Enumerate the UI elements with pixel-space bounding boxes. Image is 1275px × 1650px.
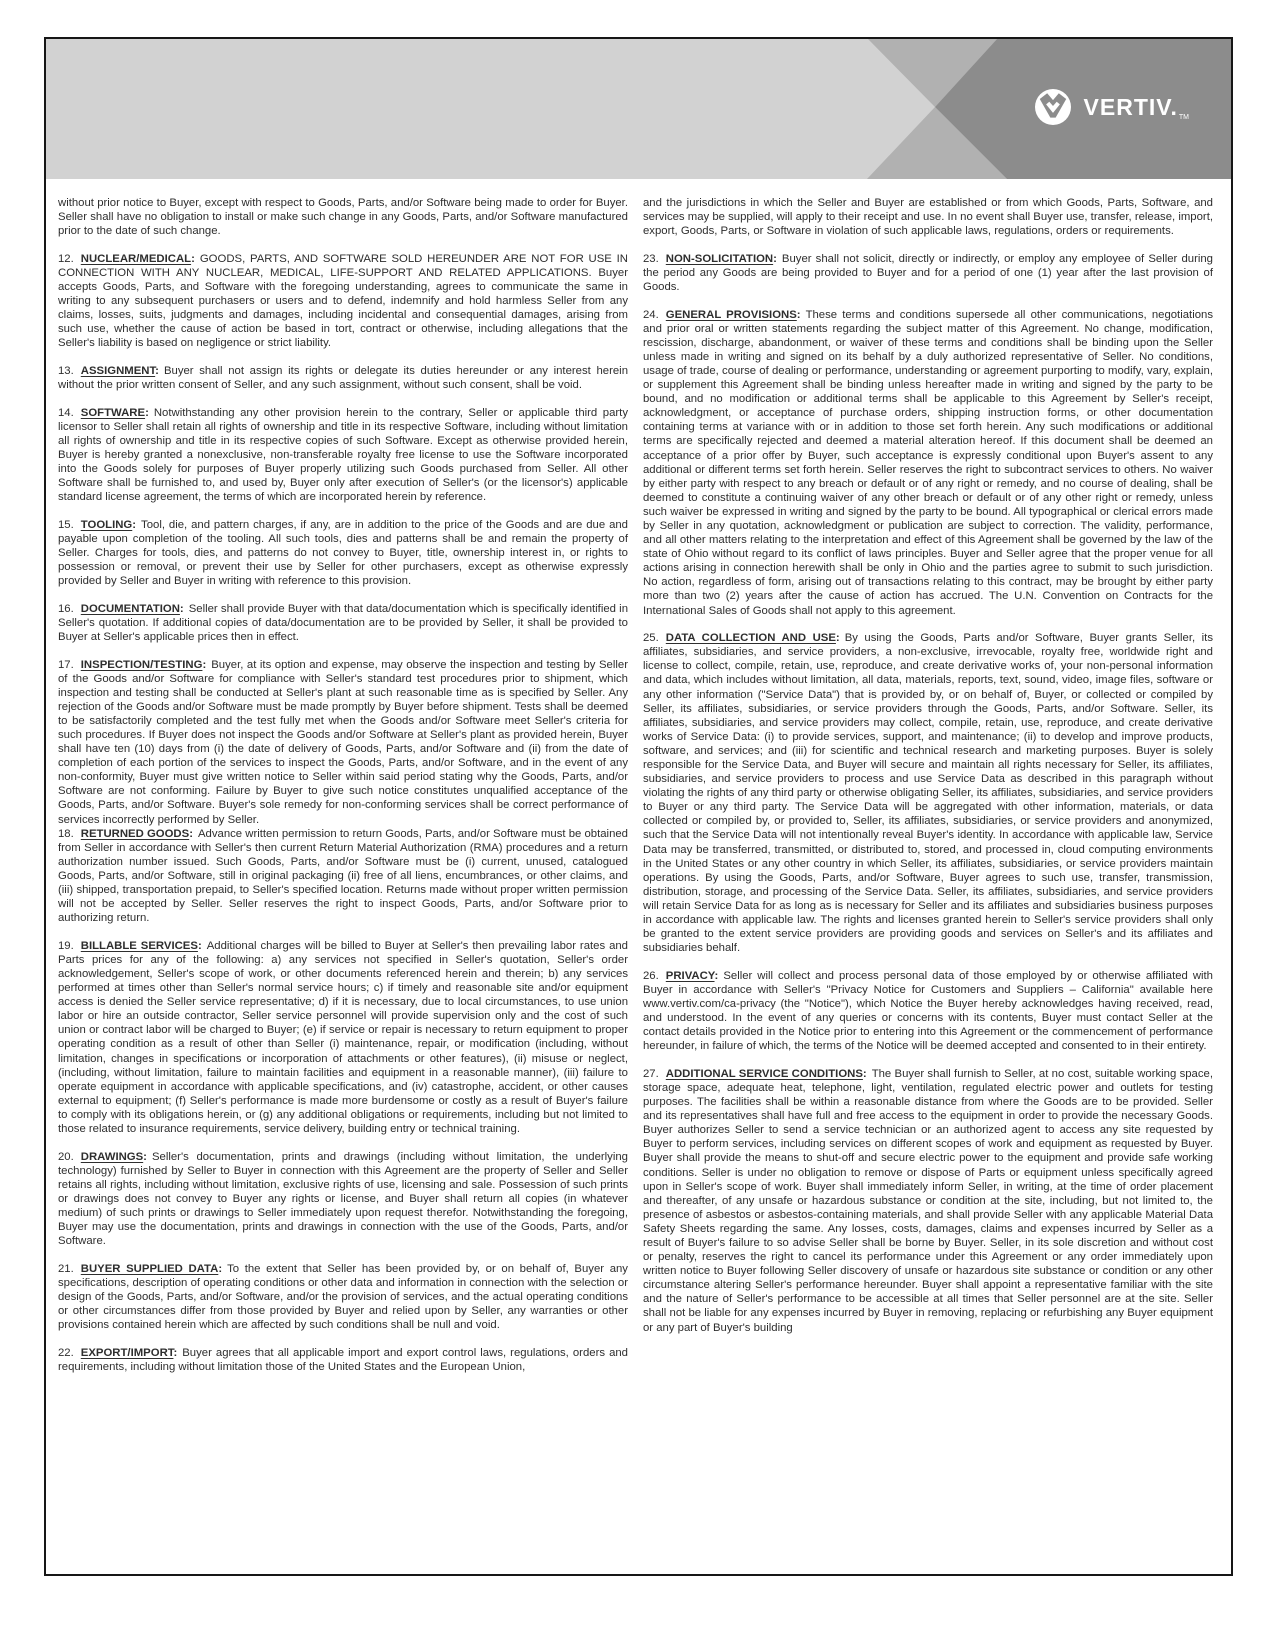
section-title: TOOLING — [80, 518, 133, 531]
vertiv-check-circle-icon — [1035, 89, 1071, 125]
section-returned-goods — [58, 827, 628, 926]
section-general-provisions — [643, 308, 1213, 618]
section-inspection-testing — [58, 658, 628, 827]
section-number: 18. — [58, 827, 74, 840]
section-title: BUYER SUPPLIED DATA — [80, 1262, 219, 1275]
section-title: SOFTWARE — [80, 406, 146, 419]
section-non-solicitation — [643, 252, 1213, 294]
section-title-colon: : — [218, 1262, 223, 1275]
section-number: 22. — [58, 1346, 74, 1359]
section-title: GENERAL PROVISIONS — [665, 308, 797, 321]
section-title-colon: : — [202, 658, 207, 671]
section-title-colon: : — [173, 1346, 178, 1359]
section-additional-service-conditions — [643, 1067, 1213, 1335]
section-title-colon: : — [191, 252, 195, 265]
section-body-text: GOODS, PARTS, AND SOFTWARE SOLD HEREUNDER ARE NOT FOR USE IN CONNECTION WITH ANY NUCLEAR, MEDICAL, LIFE-SUPPORT AND RELATED APPLICATIONS. Buyer accepts Goods, Parts, and Software with the foregoing understanding, agrees to communicate the same in writing to any subsequent purchasers or users and to defend, indemnify and hold harmless Seller from any claims, losses, suits, judgments and damages, including incidental and consequential damages, arising from such use, whether the cause of action be based in tort, contract or otherwise, including allegations that the Seller's liability is based on negligence or strict liability. — [58, 252, 628, 350]
section-title: NON-SOLICITATION — [665, 252, 774, 265]
section-title-colon: : — [189, 827, 193, 840]
section-title: DATA COLLECTION AND USE — [665, 632, 836, 645]
section-title-colon: : — [179, 602, 184, 615]
section-title: BILLABLE SERVICES — [80, 939, 198, 952]
section-body-text: Seller will collect and process personal data of those employed by or otherwise affiliated with Buyer in accordance with Seller's "Privacy Notice for Customers and Suppliers – California" available here www.vertiv.com/ca-privacy (the "Notice"), which Notice the Buyer hereby acknowledges having received, read, and understood. In the event of any queries or concerns with its contents, Buyer must contact Seller at the contact details provided in the Notice prior to entering into this Agreement or the commencement of performance hereunder, in failure of which, the terms of the Notice will be deemed accepted and consented to in their entirety. — [643, 969, 1213, 1053]
section-title-colon: : — [796, 308, 801, 321]
vertiv-logo — [1035, 87, 1189, 127]
section-body-text: These terms and conditions supersede all other communications, negotiations and prior oral or written statements regarding the subject matter of this Agreement. No change, modification, rescission, discharge, abandonment, or waiver of these terms and conditions shall be binding upon the Seller unless made in writing and signed on its behalf by a duly authorized representative of Seller. No conditions, usage of trade, course of dealing or performance, understanding or agreement purporting to modify, vary, explain, or supplement this Agreement shall be binding unless hereafter made in writing and signed by the party to be bound, and no modification or additional terms shall be applicable to this Agreement by Seller's receipt, acknowledgment, or acceptance of purchase orders, shipping instruction forms, or other documentation containing terms at variance with or in addition to those set forth herein. Any such modifications or additional terms are specifically rejected and deemed a material alteration hereof. If this document shall be deemed an acceptance of a prior offer by Buyer, such acceptance is expressly conditional upon Buyer's assent to any additional or different terms set forth herein. Seller reserves the right to subcontract services to others. No waiver by either party with respect to any breach or default or of any right or remedy, and no course of dealing, shall be deemed to constitute a continuing waiver of any other breach or default or of any other right or remedy, unless such waiver be expressed in writing and signed by the party to be bound. All typographical or clerical errors made by Seller in any quotation, acknowledgment or publication are subject to correction. The validity, performance, and all other matters relating to the interpretation and effect of this Agreement shall be governed by the law of the state of Ohio without regard to its conflict of laws principles. Buyer and Seller agree that the proper venue for all actions arising in connection herewith shall be only in Ohio and the parties agree to submit to such jurisdiction. No action, regardless of form, arising out of transactions relating to this contract, may be brought by either party more than two (2) years after the cause of action has accrued. The U.N. Convention on Contracts for the International Sales of Goods shall not apply to this agreement. — [643, 308, 1213, 617]
section-title-colon: : — [835, 632, 840, 645]
section-body-text: Advance written permission to return Goods, Parts, and/or Software must be obtained from Seller in accordance with Seller's then current Return Material Authorization (RMA) procedures and a return authorization number issued. Such Goods, Parts, and/or Software must be (i) current, unused, catalogued Goods, Parts, and/or Software, still in original packaging (ii) free of all liens, encumbrances, or other claims, and (iii) shipped, transportation prepaid, to Seller's specified location. Returns made without proper written permission will not be accepted by Seller. Seller reserves the right to inspect Goods, Parts, and/or Software prior to authorizing return. — [58, 827, 628, 925]
section-body-text: without prior notice to Buyer, except with respect to Goods, Parts, and/or Software being made to order for Buyer. Seller shall have no obligation to install or make such change in any Goods, Parts, and/or Software manufactured prior to the date of such change. — [58, 197, 628, 238]
section-documentation — [58, 602, 628, 644]
section-software — [58, 406, 628, 505]
section-title: DRAWINGS — [80, 1150, 144, 1163]
section-body-text: The Buyer shall furnish to Seller, at no cost, suitable working space, storage space, adequate heat, telephone, light, ventilation, regulated electric power and outlets for testing purposes. The facilities shall be within a reasonable distance from where the Goods are to be provided. Seller and its representatives shall have full and free access to the equipment in order to provide the necessary Goods. Buyer authorizes Seller to send a service technician or an authorized agent to access any site requested by Buyer to perform services, including services on different scopes of work and equipment as requested by Buyer. Buyer shall provide the means to shut-off and secure electric power to the equipment and provide safe working conditions. Seller is under no obligation to remove or dispose of Parts or equipment unless specifically agreed upon in Seller's scope of work. Buyer shall immediately inform Seller, in writing, at the time of order placement and thereafter, of any unsafe or hazardous substance or condition at the site, including, but not limited to, the presence of asbestos or asbestos-containing materials, and shall provide Seller with any applicable Material Data Safety Sheets regarding the same. Any losses, costs, damages, claims and expenses incurred by Seller as a result of Buyer's failure to so advise Seller shall be borne by Buyer. Seller, in its sole discretion and without cost or penalty, reserves the right to cancel its performance under this Agreement or any order immediately upon written notice to Buyer following Seller discovery of unsafe or hazardous site substance or condition or any other circumstance altering Seller's performance hereunder. Buyer shall appoint a representative familiar with the site and the nature of Seller's performance to be accessible at all times that Seller personnel are at the site. Seller shall not be liable for any expenses incurred by Buyer in removing, replacing or refurbishing any Buyer equipment or any part of Buyer's building — [643, 1067, 1213, 1334]
section-tooling — [58, 518, 628, 588]
section-assignment — [58, 364, 628, 392]
section-title: EXPORT/IMPORT — [80, 1346, 174, 1359]
continuation-paragraph — [643, 196, 1213, 238]
section-number: 27. — [643, 1067, 659, 1080]
section-title: INSPECTION/TESTING — [80, 658, 203, 671]
section-buyer-supplied-data — [58, 1262, 628, 1332]
section-body-text: and the jurisdictions in which the Seller and Buyer are established or from which Goods, Parts, Software, and services may be supplied, will apply to their receipt and use. In no event shall Buyer use, transfer, release, import, export, Goods, Parts, or Software in violation of such applicable laws, regulations, orders or requirements. — [643, 197, 1213, 238]
section-title: RETURNED GOODS — [80, 827, 190, 840]
section-number: 16. — [58, 602, 74, 615]
section-title: ADDITIONAL SERVICE CONDITIONS — [665, 1067, 863, 1080]
section-number: 26. — [643, 969, 659, 982]
section-title-colon: : — [714, 969, 719, 982]
column-left — [58, 196, 628, 1374]
section-body-text: Seller's documentation, prints and drawings (including without limitation, the underlying technology) furnished by Seller to Buyer in connection with this Agreement are the property of Seller and Seller retains all rights, including without limitation, exclusive rights of use, licensing and sale. Possession of such prints or drawings does not convey to Buyer any rights or license, and Buyer shall return all copies (in whatever medium) of such prints or drawings to Seller immediately upon request therefor. Notwithstanding the foregoing, Buyer may use the documentation, prints and drawings in connection with the use of the Goods, Parts, and/or Software. — [58, 1150, 628, 1248]
section-nuclear-medical — [58, 252, 628, 351]
terms-columns — [46, 179, 1231, 1374]
section-title-colon: : — [862, 1067, 867, 1080]
trademark-symbol: TM — [1178, 114, 1189, 121]
section-title: NUCLEAR/MEDICAL — [80, 252, 192, 265]
section-data-collection-and-use — [643, 631, 1213, 955]
section-number: 19. — [58, 939, 74, 952]
section-number: 12. — [58, 252, 74, 265]
section-privacy — [643, 969, 1213, 1054]
section-body-text: Buyer shall not assign its rights or delegate its duties hereunder or any interest herein without the prior written consent of Seller, and any such assignment, without such consent, shall be void. — [58, 364, 628, 392]
section-title: ASSIGNMENT — [80, 364, 156, 377]
column-right — [643, 196, 1213, 1374]
section-title-colon: : — [155, 364, 159, 377]
section-number: 21. — [58, 1262, 74, 1275]
continuation-paragraph — [58, 196, 628, 238]
section-number: 14. — [58, 406, 74, 419]
section-number: 20. — [58, 1150, 74, 1163]
section-title-colon: : — [143, 1150, 147, 1163]
section-export-import — [58, 1346, 628, 1374]
section-number: 25. — [643, 632, 659, 645]
section-title-colon: : — [197, 939, 202, 952]
section-number: 23. — [643, 252, 659, 265]
section-body-text: To the extent that Seller has been provided by, or on behalf of, Buyer any specifications, description of operating conditions or other data and information in connection with the selection or design of the Goods, Parts, and/or Software, and/or the provision of services, and the actual operating conditions or other circumstances differ from those provided by Buyer and relied upon by Seller, any warranties or other provisions contained herein which are affected by such conditions shall be null and void. — [58, 1262, 628, 1332]
section-body-text: Buyer, at its option and expense, may observe the inspection and testing by Seller of the Goods and/or Software for compliance with Seller's standard test procedures prior to shipment, which inspection and testing shall be conducted at Seller's plant at such reasonable time as is specified by Seller. Any rejection of the Goods and/or Software must be made promptly by Buyer before shipment. Tests shall be deemed to be satisfactorily completed and the test fully met when the Goods and/or Software meet Seller's criteria for such procedures. If Buyer does not inspect the Goods and/or Software at Seller's plant as provided herein, Buyer shall have ten (10) days from (i) the date of delivery of Goods, Parts, and/or Software and (ii) from the date of completion of each portion of the services to inspect the Goods, Parts, and/or Software, and in the event of any non-conformity, Buyer must give written notice to Seller within said period stating why the Goods, Parts, and/or Software are not conforming. Failure by Buyer to give such notice constitutes unqualified acceptance of the Goods, Parts, and/or Software. Buyer's sole remedy for non-conforming services shall be correct performance of services incorrectly performed by Seller. — [58, 658, 628, 826]
section-number: 17. — [58, 658, 74, 671]
header-banner — [46, 39, 1231, 179]
section-title: DOCUMENTATION — [80, 602, 180, 615]
section-body-text: Buyer agrees that all applicable import and export control laws, regulations, orders and requirements, including without limitation those of the United States and the European Union, — [58, 1346, 628, 1373]
section-title-colon: : — [145, 406, 149, 419]
vertiv-wordmark: VERTIV. — [1083, 93, 1178, 120]
section-body-text: Tool, die, and pattern charges, if any, are in addition to the price of the Goods and are due and payable upon completion of the tooling. All such tools, dies and patterns shall be and remain the property of Seller. Charges for tools, dies, and patterns do not convey to Buyer, title, ownership interest in, or rights to possession or removal, or prevent their use by Seller for other purchasers, except as otherwise expressly provided by Seller and Buyer in writing with reference to this provision. — [58, 518, 628, 588]
section-number: 15. — [58, 518, 74, 531]
page-border — [44, 37, 1233, 1576]
section-title: PRIVACY — [665, 969, 715, 982]
section-body-text: Notwithstanding any other provision herein to the contrary, Seller or applicable third party licensor to Seller shall retain all rights of ownership and title in its respective Software, including without limitation all rights of ownership and title in its respective copies of such Software. Except as otherwise provided herein, Buyer is hereby granted a nonexclusive, non-transferable royalty free license to use the Software incorporated into the Goods solely for purposes of Buyer properly utilizing such Goods purchased from Seller. All other Software shall be furnished to, and used by, Buyer only after execution of Seller's (or the licensor's) applicable standard license agreement, the terms of which are incorporated herein by reference. — [58, 406, 628, 504]
section-number: 13. — [58, 364, 74, 377]
section-title-colon: : — [132, 518, 137, 531]
section-number: 24. — [643, 308, 659, 321]
section-title-colon: : — [773, 252, 777, 265]
section-drawings — [58, 1150, 628, 1249]
section-body-text: Buyer shall not solicit, directly or indirectly, or employ any employee of Seller during the period any Goods are being provided to Buyer and for a period of one (1) year after the last provision of Goods. — [643, 252, 1213, 293]
section-body-text: Additional charges will be billed to Buyer at Seller's then prevailing labor rates and Parts prices for any of the following: a) any services not specified in Seller's quotation, Seller's order acknowledgement, Seller's scope of work, or other documents referenced herein and therein; b) any services performed at times other than Seller's normal service hours; c) if timely and reasonable site and/or equipment access is denied the Seller service representative; d) if it is necessary, due to local circumstances, to use union labor or hire an outside contractor, Seller service personnel will provide supervision only and the cost of such union or contract labor will be charged to Buyer; (e) if service or repair is necessary to return equipment to proper operating condition as a result of other than Seller (i) maintenance, repair, or modification (including, without limitation, changes in specifications or incorporation of attachments or other features), (ii) misuse or neglect, (including, without limitation, failure to maintain facilities and equipment in a reasonable manner), (iii) failure to operate equipment in accordance with applicable specifications, and (iv) catastrophe, accident, or other causes external to equipment; (f) Seller's performance is made more burdensome or costly as a result of Buyer's failure to comply with its obligations herein, or (g) any additional obligations or requirements, including but not limited to those related to insurance requirements, service delivery, building entry or technical training. — [58, 939, 628, 1136]
section-body-text: By using the Goods, Parts and/or Software, Buyer grants Seller, its affiliates, subsidiaries, and service providers, a non-exclusive, irrevocable, royalty free, worldwide right and license to collect, compile, retain, use, reproduce, and create derivative works of, your non-personal information and data, which includes without limitation, all data, materials, reports, text, sound, video, image files, software or any other information ("Service Data") that is provided by, or on behalf of, Buyer, or collected or compiled by Seller, its affiliates, subsidiaries, or service providers through the Goods, Parts, and/or Software. Seller, its affiliates, subsidiaries, and service providers may collect, compile, retain, use, reproduce, and create derivative works of Service Data: (i) to provide services, support, and maintenance; (ii) to develop and improve products, software, and services; and (iii) for scientific and technical research and marketing purposes. Buyer is solely responsible for the Service Data, and Buyer will secure and maintain all rights necessary for Seller, its affiliates, subsidiaries, and service providers to process and use Service Data as described in this paragraph without violating the rights of any third party or otherwise obligating Seller, its affiliates, subsidiaries, and service providers to Buyer or any third party. The Service Data will be aggregated with other information, materials, or data collected or compiled by, or provided to, Seller, its affiliates, subsidiaries, or service providers and anonymized, such that the Service Data will not intentionally reveal Buyer's identity. In accordance with applicable law, Service Data may be transferred, transmitted, or distributed to, stored, and processed in, cloud computing environments in the United States or any other country in which Seller, its affiliates, subsidiaries, or service providers maintain operations. By using the Goods, Parts, and/or Software, Buyer agrees to such use, transfer, transmission, distribution, storage, and processing of the Service Data. Seller, its affiliates, subsidiaries, and service providers will retain Service Data for as long as is necessary for Seller and its affiliates and subsidiaries business purposes in accordance with applicable law. The rights and licenses granted herein to Seller's service providers shall only be granted to the extent service providers are providing goods and services on Seller's and its affiliates and subsidiaries behalf. — [643, 632, 1213, 955]
section-billable-services — [58, 939, 628, 1136]
section-body-text: Seller shall provide Buyer with that data/documentation which is specifically identified in Seller's quotation. If additional copies of data/documentation are to be provided by Seller, it shall be provided to Buyer at Seller's applicable prices then in effect. — [58, 602, 628, 643]
